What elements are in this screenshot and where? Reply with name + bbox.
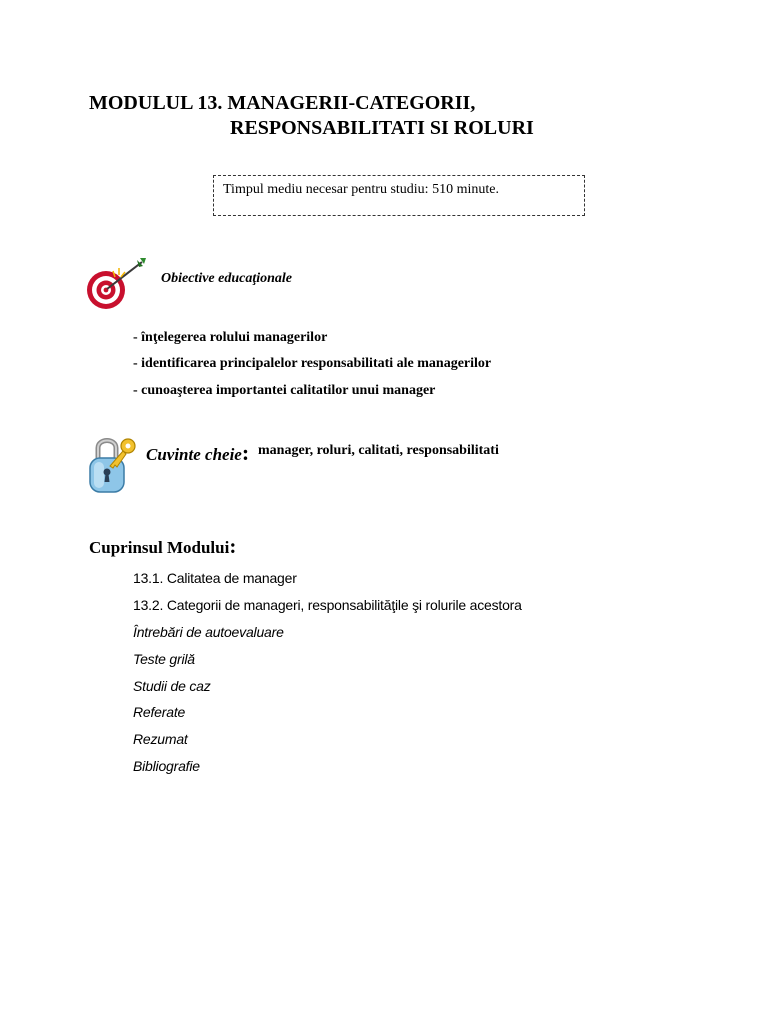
keywords-label bbox=[146, 440, 249, 466]
contents-item: 13.2. Categorii de manageri, responsabilităţile şi rolurile acestora bbox=[133, 597, 522, 613]
lock-icon bbox=[86, 432, 138, 494]
contents-heading bbox=[89, 534, 236, 559]
keywords-colon: : bbox=[241, 440, 250, 465]
contents-item: Teste grilă bbox=[133, 651, 195, 667]
module-title-line-2: RESPONSABILITATI SI ROLURI bbox=[230, 117, 534, 139]
contents-item: 13.1. Calitatea de manager bbox=[133, 570, 297, 586]
target-icon bbox=[84, 256, 148, 312]
objective-item: - cunoaşterea importantei calitatilor unui manager bbox=[133, 383, 436, 398]
contents-heading-text: Cuprinsul Modului bbox=[89, 538, 230, 557]
contents-item: Referate bbox=[133, 704, 186, 720]
keywords-label-text: Cuvinte cheie bbox=[146, 445, 242, 464]
study-time-box bbox=[213, 175, 585, 216]
study-time-text: Timpul mediu necesar pentru studiu: 510 minute. bbox=[223, 182, 499, 197]
keywords-values: manager, roluri, calitati, responsabilitati bbox=[258, 443, 499, 458]
contents-heading-colon: : bbox=[229, 534, 237, 558]
contents-item: Studii de caz bbox=[133, 678, 211, 694]
objective-item: - înţelegerea rolului managerilor bbox=[133, 330, 328, 345]
contents-item: Rezumat bbox=[133, 731, 188, 747]
objectives-heading: Obiective educaţionale bbox=[161, 271, 293, 286]
module-title-line-1: MODULUL 13. MANAGERII-CATEGORII, bbox=[89, 92, 476, 114]
objective-item: - identificarea principalelor responsabilitati ale managerilor bbox=[133, 356, 492, 371]
contents-item: Întrebări de autoevaluare bbox=[133, 624, 284, 640]
contents-item: Bibliografie bbox=[133, 758, 200, 774]
